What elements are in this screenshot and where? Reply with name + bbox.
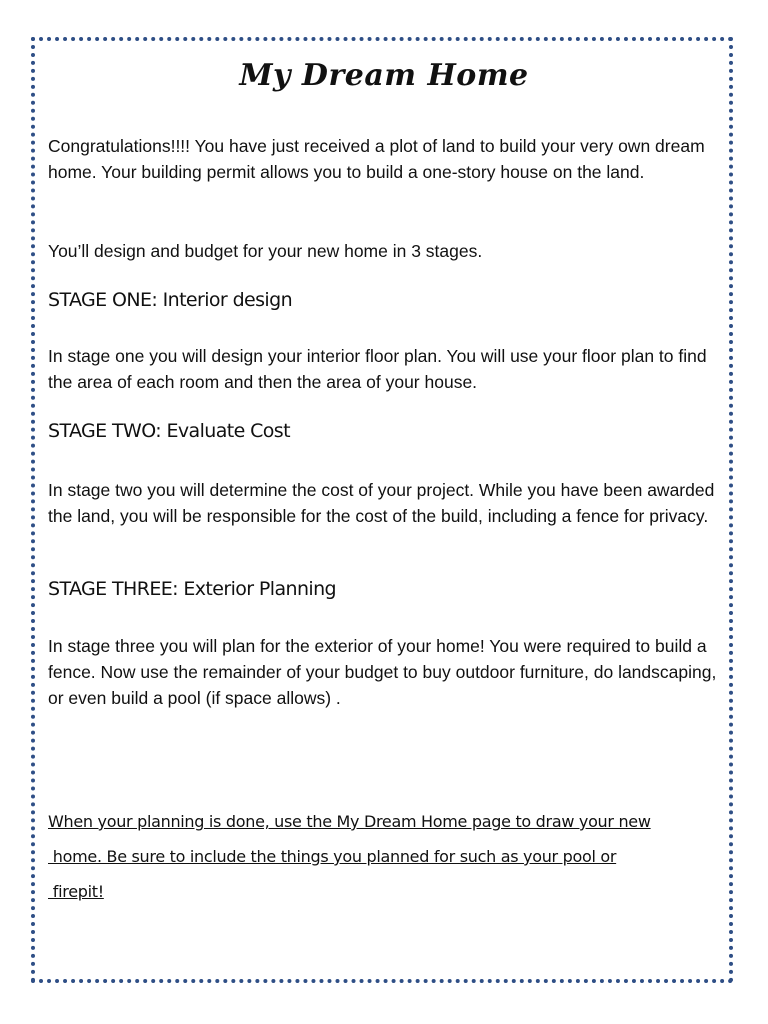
stage-one-heading: STAGE ONE: Interior design (48, 289, 293, 311)
stages-overview-paragraph: You’ll design and budget for your new home in 3 stages. (48, 241, 483, 261)
stage-two-text: In stage two you will determine the cost of your project. While you have been awarded the land, you will be responsible for the cost of the build, including a fence for privacy. (48, 480, 715, 526)
closing-instruction-line-2: home. Be sure to include the things you planned for such as your pool or (48, 847, 617, 866)
stage-two-heading: STAGE TWO: Evaluate Cost (48, 420, 290, 442)
stage-one-text: In stage one you will design your interior floor plan. You will use your floor plan to find the area of each room and then the area of your house. (48, 346, 707, 392)
intro-paragraph: Congratulations!!!! You have just received a plot of land to build your very own dream home. Your building permit allows you to build a one-story house on the land. (48, 136, 705, 182)
closing-instruction-line-3: firepit! (48, 882, 104, 901)
stage-three-text: In stage three you will plan for the exterior of your home! You were required to build a fence. Now use the remainder of your budget to buy outdoor furniture, do landscaping, or even build a pool (if space allows) . (48, 636, 717, 708)
stage-three-heading: STAGE THREE: Exterior Planning (48, 578, 336, 600)
closing-instruction-line-1: When your planning is done, use the My Dream Home page to draw your new (48, 812, 651, 831)
page-title: My Dream Home (239, 58, 529, 93)
